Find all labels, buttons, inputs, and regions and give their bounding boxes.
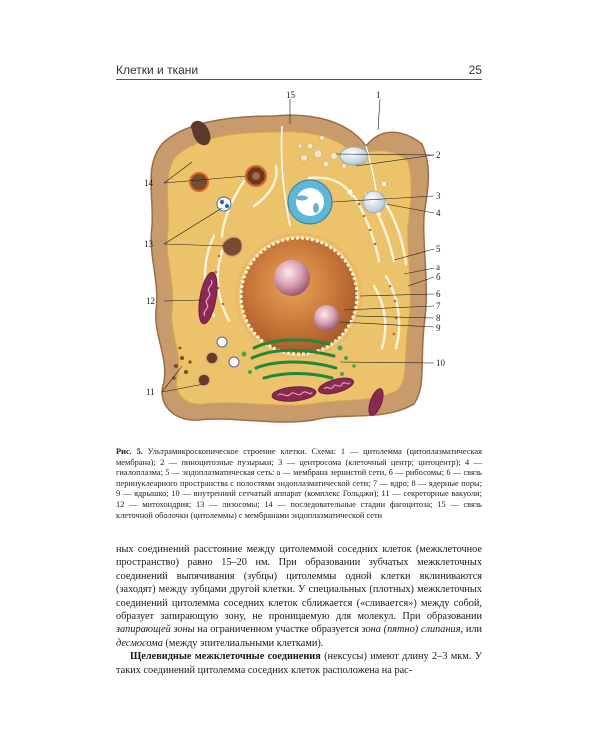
label-2: 2: [436, 150, 441, 160]
label-4: 4: [436, 208, 441, 218]
label-1: 1: [376, 90, 381, 100]
label-5: 5: [436, 244, 441, 254]
label-12: 12: [146, 296, 155, 306]
caption-text: Ультрамикроскопическое строение клетки. Схема: 1 — цитолемма (цитоплазматическая мембрана); 2 — пиноцитозные пузырьки; 3 — центросома (клеточный центр; цитоцентр); 4 — гиалоплазма; 5 — эндоплазматическая сеть: а — мембрана зернистой сети, б — рибосомы; 6 — связь перинуклеарного пространства с полостями эндоплазматической сети; 7 — ядро; 8 — ядерные поры; 9 — ядрышко; 10 — внутренний сетчатый аппарат (комплекс Гольджи); 11 — секреторные вакуоли; 12 — митохондрия; 13 — лизосомы; 14 — последовательные стадии фагоцитоза; 15 — связь клеточной оболочки (цитолеммы) с мембранами эндоплазматической сети: [116, 447, 482, 520]
label-14: 14: [144, 178, 153, 188]
hyaloplasm-vacuole: [363, 191, 385, 213]
cell-diagram: [104, 86, 484, 436]
label-13: 13: [144, 239, 153, 249]
label-6: 6: [436, 289, 441, 299]
phagocytosis-stage-2: [190, 173, 208, 191]
section-title: Клетки и ткани: [116, 63, 199, 77]
label-10: 10: [436, 358, 445, 368]
term-nexus: Щелевидные межклеточные соединения: [130, 651, 321, 663]
label-8: 8: [436, 313, 441, 323]
figure-label: Рис. 5.: [116, 447, 143, 456]
paragraph-1: ных соединений расстояние между цитолеммой соседних клеток (межклеточное пространство) равно 15–20 нм. При образовании зубчатых межклеточных соединений выпячивания (зубцы) цитолеммы одной клетки вклиниваются (заходят) между зубцами другой клетки. У специальных (плотных) межклеточных соединений цитолемма соседних клеток сближается («сливается») между собой, образует запирающую зону, не проницаемую для молекул. При образовании запирающей зоны на ограниченном участке образуется зона (пятно) слипания, или десмосома (между эпителиальными клетками).: [116, 544, 482, 649]
pinocytotic-vacuole: [340, 147, 368, 165]
page-number: 25: [468, 63, 482, 77]
label-11: 11: [146, 387, 155, 397]
paragraph-2: Щелевидные межклеточные соединения (нексусы) имеют длину 2–3 мкм. У таких соединений цитолемма соседних клеток расположена на рас-: [116, 651, 482, 676]
phagocytosis-stage-4: [217, 197, 231, 211]
label-7: 7: [436, 301, 441, 311]
body-text: [116, 543, 482, 677]
label-3: 3: [436, 191, 441, 201]
lysosome: [223, 237, 243, 256]
label-15: 15: [286, 90, 295, 100]
figure-caption: [116, 447, 482, 521]
label-a: а: [436, 262, 440, 272]
header-rule: [116, 79, 482, 80]
nucleus: [241, 238, 357, 354]
nucleolus-1: [274, 260, 310, 296]
page-header: [116, 63, 482, 79]
nucleolus-2: [314, 305, 340, 331]
label-9: 9: [436, 323, 441, 333]
label-b: б: [436, 272, 441, 282]
